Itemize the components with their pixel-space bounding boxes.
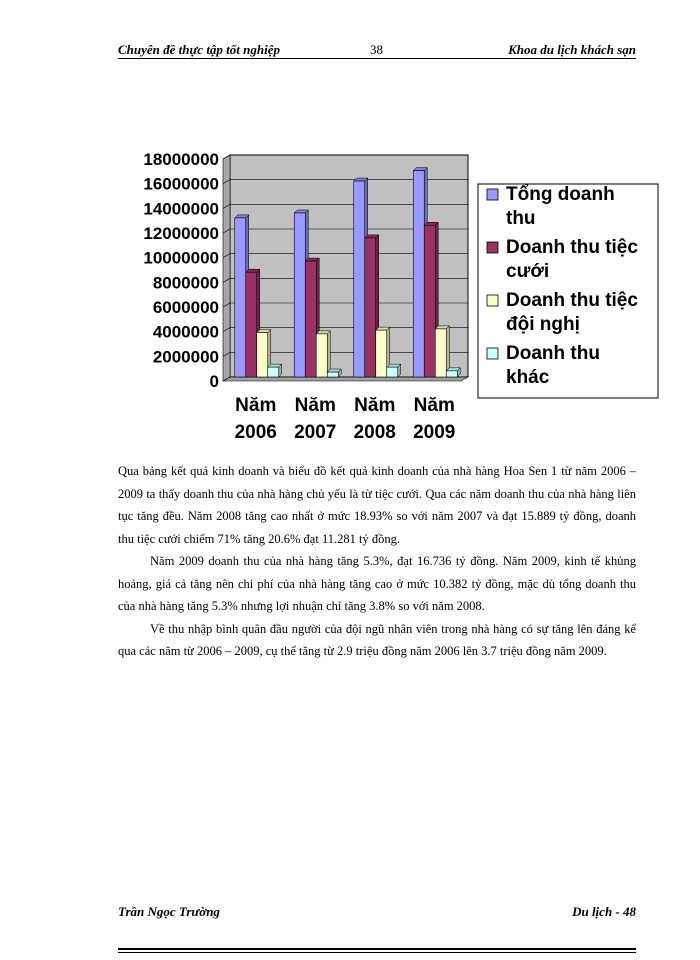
bar	[413, 171, 424, 377]
paragraph-3: Về thu nhập bình quân đầu người của đội ngũ nhân viên trong nhà hàng có sự tăng lên đáng kể qua các năm từ 2006 – 2009, cụ thể tăng từ 2.9 triệu đồng năm 2006 lên 3.7 triệu đồng năm 2009.	[118, 621, 636, 658]
footer-rule-thin	[118, 952, 636, 953]
bar	[365, 238, 376, 377]
bar	[294, 213, 305, 377]
bar	[446, 371, 457, 377]
chart-side-wall	[223, 155, 230, 381]
legend-swatch	[487, 189, 498, 200]
legend-label: khác	[506, 367, 550, 388]
x-tick-label: Năm	[354, 395, 396, 416]
paragraph-2: Năm 2009 doanh thu của nhà hàng tăng 5.3%, đạt 16.736 tỷ đồng. Năm 2009, kinh tế khủng hoảng, giá cả tăng nên chi phí của nhà hàng tăng cao ở mức 10.382 tỷ đồng, mặc dù tổng doanh thu của nhà hàng tăng 5.3% nhưng lợi nhuận chỉ tăng 3.8% so với năm 2008.	[118, 554, 636, 613]
header-title: Chuyên đề thực tập tốt nghiệp	[118, 42, 280, 57]
header-page-number: 38	[370, 42, 383, 57]
bar	[435, 329, 446, 377]
legend-swatch	[487, 295, 498, 306]
page-header	[118, 40, 636, 62]
legend-label: đội nghị	[506, 314, 580, 335]
y-tick-label: 16000000	[143, 174, 219, 194]
chart-floor	[223, 377, 468, 381]
bar	[424, 225, 435, 377]
x-tick-label: 2009	[413, 422, 456, 443]
y-tick-label: 14000000	[143, 199, 219, 219]
bar	[246, 272, 257, 377]
x-tick-label: Năm	[294, 395, 336, 416]
bar	[354, 181, 365, 377]
y-tick-label: 2000000	[152, 347, 219, 367]
y-tick-label: 12000000	[143, 224, 219, 243]
x-tick-label: 2007	[294, 422, 337, 443]
legend-label: Doanh thu	[506, 343, 600, 364]
legend-swatch	[487, 242, 498, 253]
x-tick-label: Năm	[413, 395, 455, 416]
legend-label: cưới	[506, 261, 550, 282]
bar	[316, 334, 327, 377]
body-text	[118, 460, 636, 663]
bar	[387, 367, 398, 377]
x-tick-label: Năm	[235, 395, 277, 416]
paragraph-1: Qua bảng kết quả kinh doanh và biểu đồ kết quả kinh doanh của nhà hàng Hoa Sen 1 từ năm 2006 – 2009 ta thấy doanh thu của nhà hàng chủ yếu là từ tiệc cưới. Qua các năm doanh thu của nhà hàng liên tục tăng đều. Năm 2008 tăng cao nhất ở mức 18.93% so với năm 2007 và đạt 15.889 tỷ đồng, doanh thu tiệc cưới chiếm 71% tăng 20.6% đạt 11.281 tỷ đồng.	[118, 464, 636, 546]
legend-swatch	[487, 348, 498, 359]
y-tick-label: 8000000	[152, 273, 219, 293]
bar	[305, 261, 316, 377]
bar	[268, 367, 279, 377]
y-tick-label: 4000000	[152, 322, 219, 342]
bar	[235, 218, 246, 377]
y-tick-label: 6000000	[152, 298, 219, 317]
page-footer	[118, 904, 636, 954]
bar	[327, 372, 338, 377]
bar	[376, 330, 387, 377]
legend-label: Doanh thu tiệc	[506, 237, 638, 258]
y-tick-label: 10000000	[143, 248, 219, 268]
revenue-chart	[110, 140, 670, 450]
header-department: Khoa du lịch khách sạn	[508, 42, 636, 57]
legend-label: Doanh thu tiệc	[506, 290, 638, 311]
legend-label: Tổng doanh	[506, 184, 615, 205]
footer-page-label: Du lịch - 48	[572, 904, 636, 919]
footer-author: Trần Ngọc Trường	[118, 904, 220, 919]
header-rule	[118, 58, 636, 59]
x-tick-label: 2006	[234, 422, 277, 443]
y-tick-label: 0	[209, 372, 219, 391]
bar	[257, 333, 268, 377]
footer-rule	[118, 948, 636, 950]
x-tick-label: 2008	[353, 422, 396, 443]
y-tick-label: 18000000	[143, 150, 219, 169]
legend-label: thu	[506, 208, 536, 229]
